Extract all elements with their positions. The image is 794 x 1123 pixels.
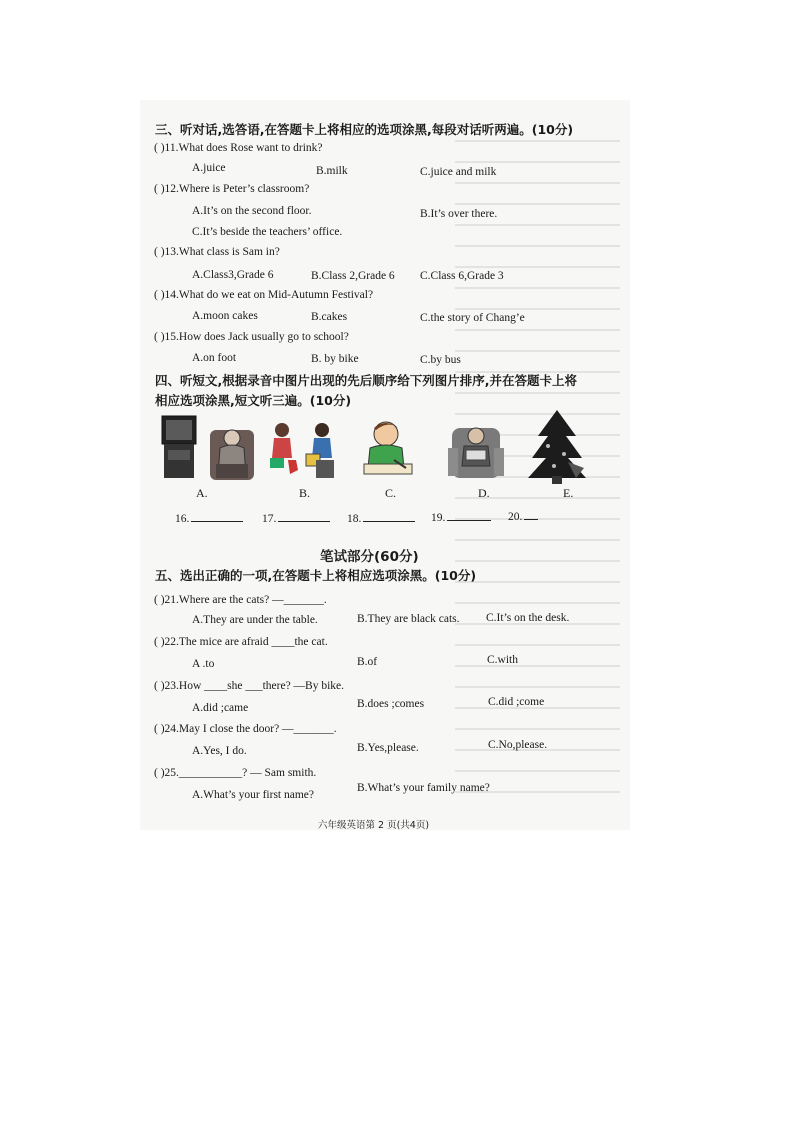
q15-option-c: C.by bus [420, 354, 461, 366]
written-part-title: 笔试部分(60分) [320, 549, 419, 565]
blank-17-label: 17. [262, 513, 277, 525]
question-13: ( )13.What class is Sam in? [154, 246, 280, 258]
blank-20-label: 20. [508, 511, 523, 523]
question-25: ( )25.___________? — Sam smith. [154, 767, 317, 779]
blank-16-label: 16. [175, 513, 190, 525]
q22-option-b: B.of [357, 656, 378, 668]
blank-20-line [524, 509, 538, 520]
children-gifts-icon [266, 418, 340, 482]
q22-option-a: A .to [192, 658, 215, 670]
boy-writing-icon [358, 418, 418, 478]
q12-option-a: A.It’s on the second floor. [192, 205, 312, 217]
blank-18-line [363, 511, 415, 522]
question-15: ( )15.How does Jack usually go to school? [154, 331, 349, 343]
q21-option-c: C.It’s on the desk. [486, 612, 570, 624]
question-12: ( )12.Where is Peter’s classroom? [154, 183, 310, 195]
blank-18-label: 18. [347, 513, 362, 525]
question-23: ( )23.How ____she ___there? —By bike. [154, 680, 345, 692]
q24-option-a: A.Yes, I do. [192, 745, 247, 757]
q13-option-c: C.Class 6,Grade 3 [420, 270, 504, 282]
blank-17 [262, 511, 330, 525]
q12-option-b: B.It’s over there. [420, 208, 498, 220]
q22-option-c: C.with [487, 654, 518, 666]
question-22: ( )22.The mice are afraid ____the cat. [154, 636, 328, 648]
q23-option-b: B.does ;comes [357, 698, 425, 710]
q25-option-a: A.What’s your first name? [192, 789, 314, 801]
picture-label-d: D. [478, 486, 490, 500]
blank-19-label: 19. [431, 512, 446, 524]
blank-19-line [447, 510, 491, 521]
q23-option-c: C.did ;come [488, 696, 545, 708]
q14-option-b: B.cakes [311, 311, 348, 323]
q13-option-b: B.Class 2,Grade 6 [311, 270, 395, 282]
old-woman-tv-icon [160, 414, 256, 482]
question-24: ( )24.May I close the door? —_______. [154, 723, 337, 735]
picture-label-b: B. [299, 486, 311, 500]
q23-option-a: A.did ;came [192, 702, 249, 714]
blank-18 [347, 511, 415, 525]
q21-option-b: B.They are black cats. [357, 613, 460, 625]
section4-heading-line2: 相应选项涂黑,短文听三遍。(10分) [155, 393, 352, 408]
q15-option-b: B. by bike [311, 353, 359, 365]
question-11: ( )11.What does Rose want to drink? [154, 142, 323, 154]
q14-option-a: A.moon cakes [192, 310, 258, 322]
blank-16-line [191, 511, 243, 522]
blank-19 [431, 510, 491, 524]
christmas-tree-icon [524, 408, 590, 486]
section4-heading-line1: 四、听短文,根据录音中图片出现的先后顺序给下列图片排序,并在答题卡上将 [155, 373, 577, 388]
q11-option-a: A.juice [192, 162, 226, 174]
q11-option-c: C.juice and milk [420, 166, 497, 178]
q24-option-b: B.Yes,please. [357, 742, 419, 754]
section3-heading: 三、听对话,选答语,在答题卡上将相应的选项涂黑,每段对话听两遍。(10分) [155, 122, 574, 137]
q25-option-b: B.What’s your family name? [357, 782, 490, 794]
q15-option-a: A.on foot [192, 352, 237, 364]
q13-option-a: A.Class3,Grade 6 [192, 269, 274, 281]
page-footer: 六年级英语第 2 页(共4页) [318, 820, 430, 831]
q11-option-b: B.milk [316, 165, 348, 177]
picture-label-e: E. [563, 486, 574, 500]
q14-option-c: C.the story of Chang’e [420, 312, 525, 324]
blank-20 [508, 509, 538, 523]
blank-16 [175, 511, 243, 525]
blank-17-line [278, 511, 330, 522]
question-21: ( )21.Where are the cats? —_______. [154, 594, 327, 606]
question-14: ( )14.What do we eat on Mid-Autumn Festival? [154, 289, 374, 301]
q12-option-c: C.It’s beside the teachers’ office. [192, 226, 343, 238]
picture-label-a: A. [196, 486, 208, 500]
q24-option-c: C.No,please. [488, 739, 548, 751]
q21-option-a: A.They are under the table. [192, 614, 318, 626]
section5-heading: 五、选出正确的一项,在答题卡上将相应选项涂黑。(10分) [155, 568, 477, 583]
picture-label-c: C. [385, 486, 397, 500]
old-man-chair-icon [448, 418, 504, 480]
